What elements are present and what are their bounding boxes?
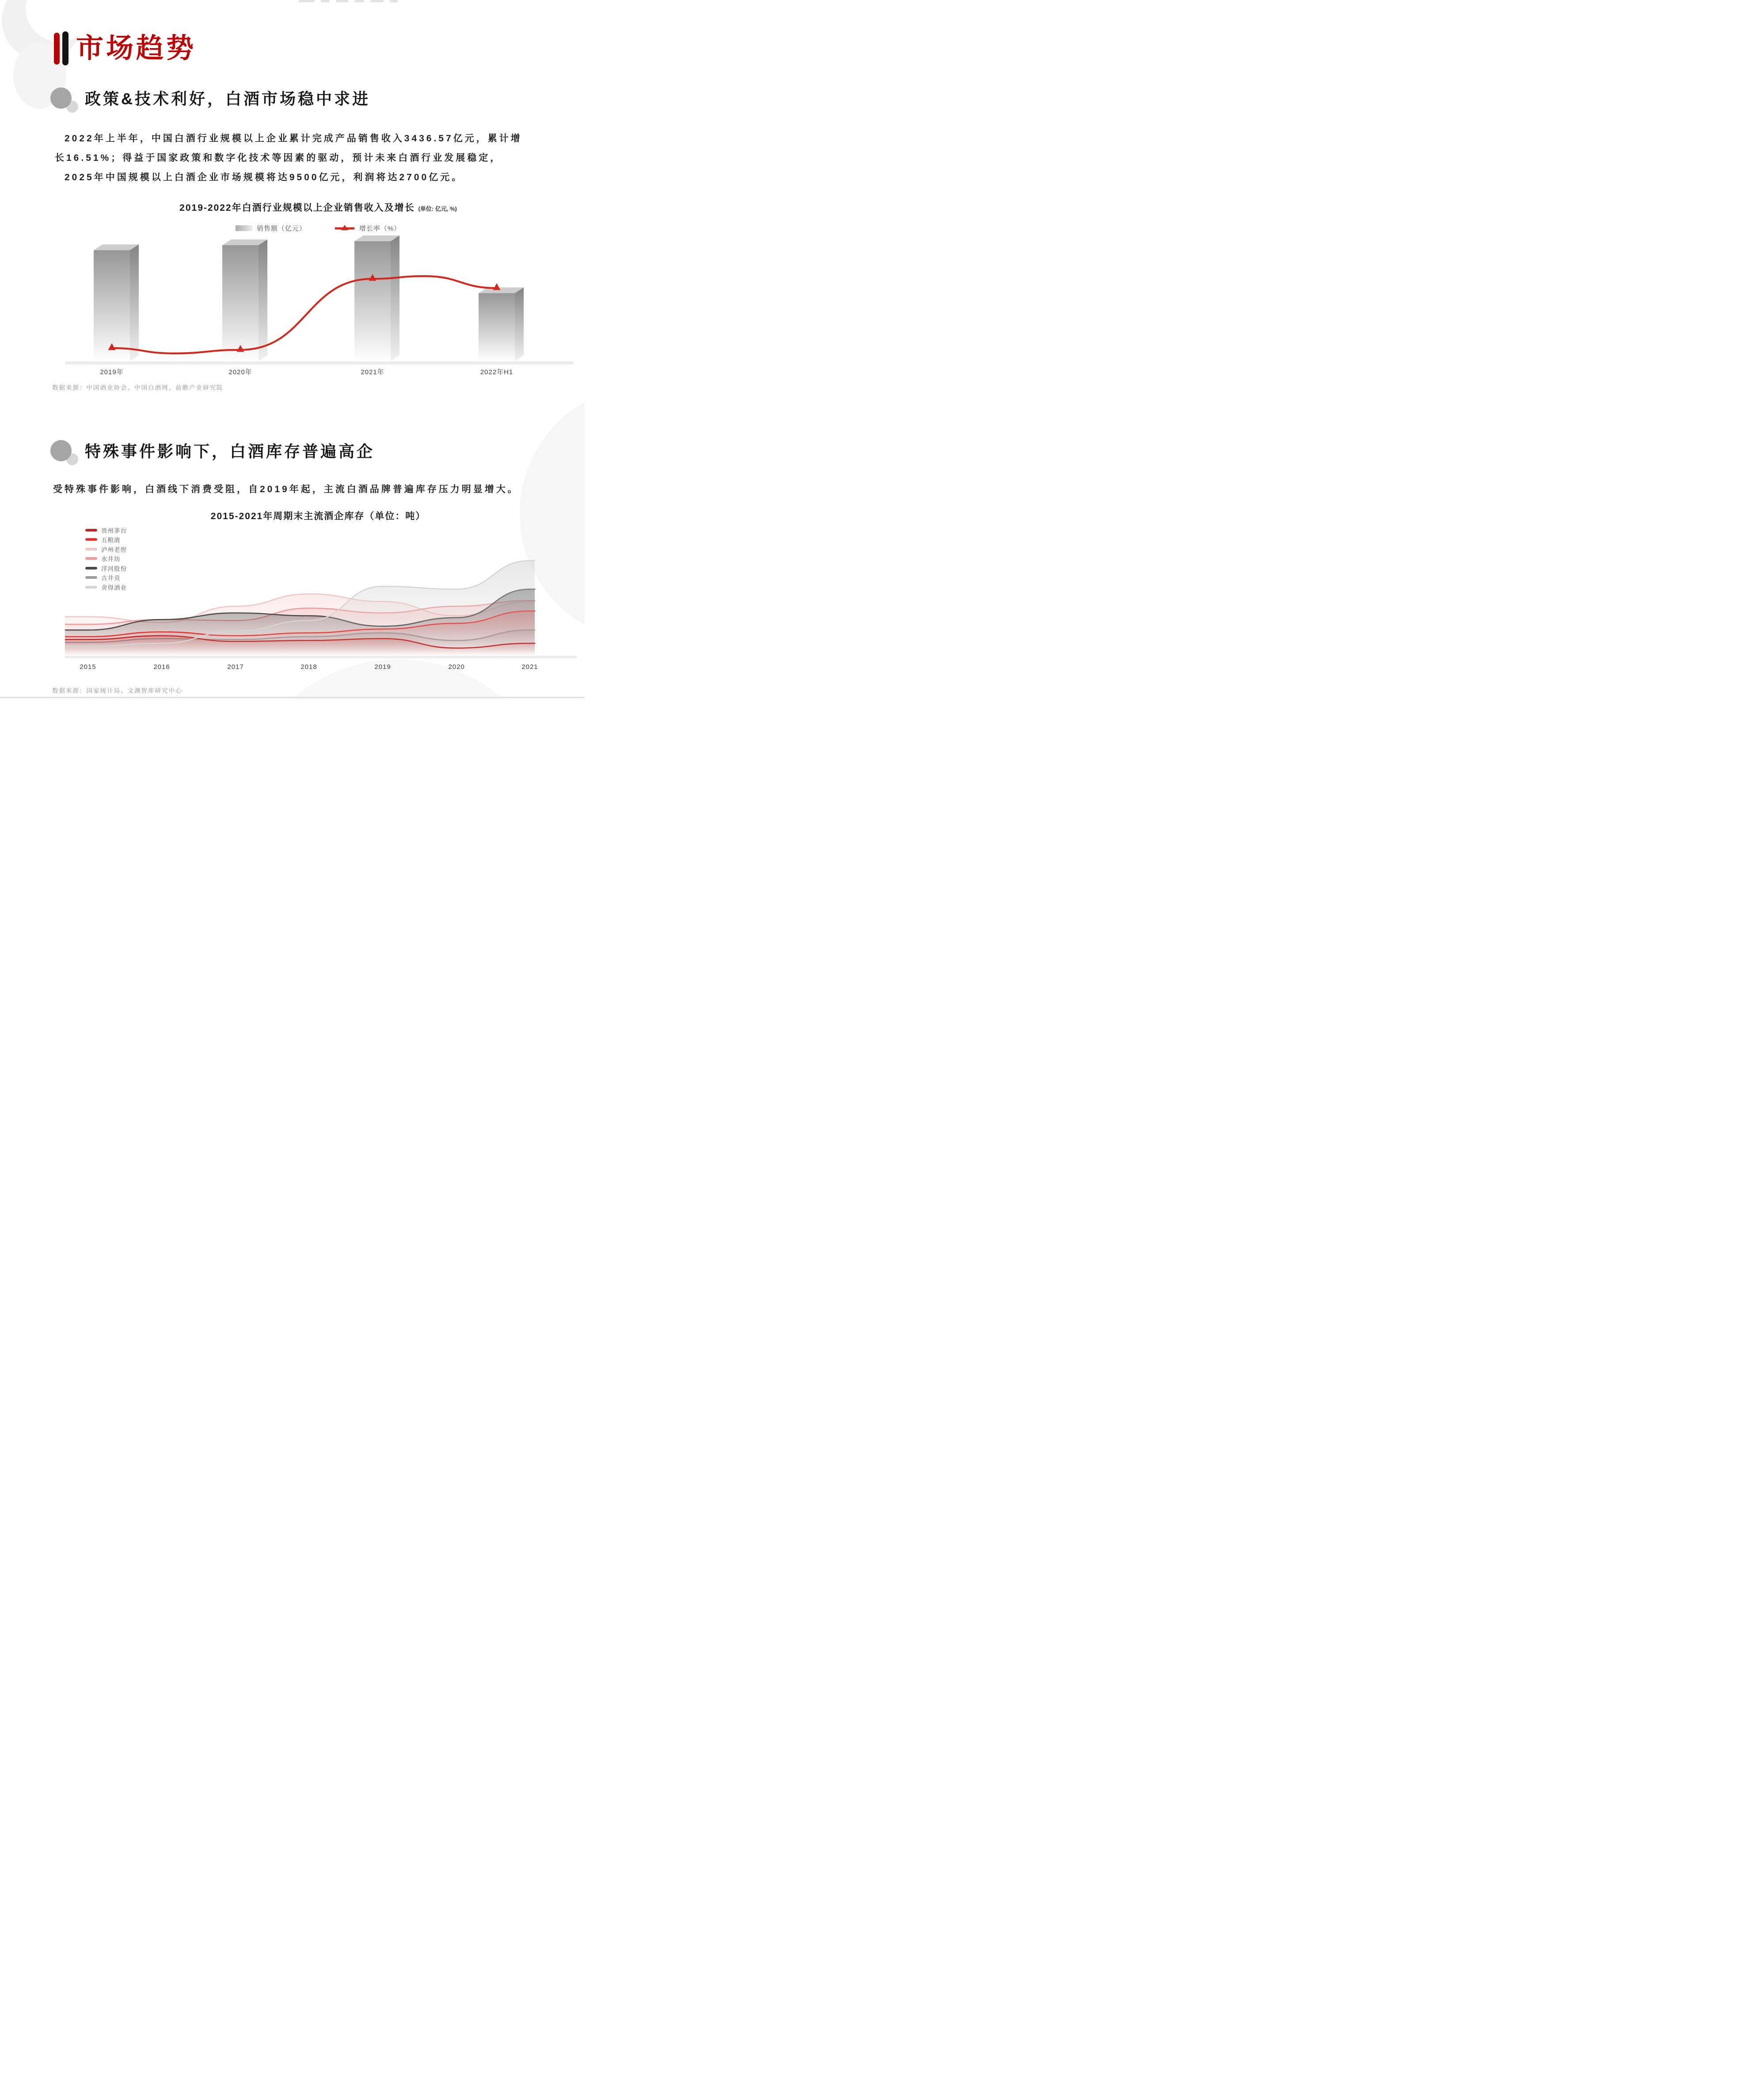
series-swatch-icon <box>85 586 97 589</box>
x-axis-label: 2020 <box>448 663 465 671</box>
black-accent-bar-icon <box>62 31 68 65</box>
paragraph-line: 长16.51%；得益于国家政策和数字化技术等因素的驱动，预计未来白酒行业发展稳定， <box>55 153 502 163</box>
paragraph-line: 受特殊事件影响，白酒线下消费受阻，自2019年起，主流白酒品牌普遍库存压力明显增大。 <box>53 484 519 494</box>
legend-label: 销售额（亿元） <box>256 225 306 232</box>
chart1-title: 2019-2022年白酒行业规模以上企业销售收入及增长 (单位: 亿元, %) <box>179 203 457 213</box>
chart2-source: 数据来源：国家统计局、文渊智库研究中心 <box>52 687 183 694</box>
legend-item: 贵州茅台 <box>85 525 127 535</box>
x-axis <box>65 361 574 365</box>
report-page <box>0 0 585 700</box>
bar-2020年 <box>222 239 267 361</box>
section-bullet-icon <box>50 440 72 461</box>
paragraph-line: 2025年中国规模以上白酒企业市场规模将达9500亿元，利润将达2700亿元。 <box>65 172 464 182</box>
chart2-legend <box>85 525 127 592</box>
x-axis-label: 2018 <box>301 663 317 671</box>
inventory-area-chart <box>65 523 578 673</box>
chart1-source: 数据来源：中国酒业协会、中国白酒网、前瞻产业研究院 <box>52 384 224 391</box>
series-swatch-icon <box>85 557 97 560</box>
legend-item: 洋河股份 <box>85 563 127 573</box>
legend-item: 五粮液 <box>85 535 127 545</box>
paragraph-line: 2022年上半年，中国白酒行业规模以上企业累计完成产品销售收入3436.57亿元，累计增 <box>65 133 522 144</box>
growth-line <box>112 276 497 353</box>
x-axis-label: 2021年 <box>361 368 384 376</box>
sales-bar-swatch-icon <box>236 225 252 231</box>
legend-item: 古井贡 <box>85 573 127 583</box>
inventory-chart-block <box>65 523 578 680</box>
red-accent-bar-icon <box>54 33 60 65</box>
x-axis-label: 2019年 <box>100 368 124 376</box>
x-axis <box>65 656 577 658</box>
series-swatch-icon <box>85 567 97 570</box>
page-title: 市场趋势 <box>76 33 197 64</box>
series-swatch-icon <box>85 529 97 532</box>
legend-label: 增长率（%） <box>359 225 401 232</box>
bar-2022年H1 <box>479 287 524 361</box>
section-bullet-icon <box>50 87 72 109</box>
x-axis-label: 2015 <box>80 663 96 671</box>
x-axis-label: 2017 <box>227 663 244 671</box>
page-bottom-divider <box>0 697 585 698</box>
series-swatch-icon <box>85 538 97 541</box>
section-2-paragraph <box>53 480 519 499</box>
legend-item: 水井坊 <box>85 554 127 564</box>
sales-growth-chart <box>62 232 575 378</box>
bar-2019年 <box>94 244 139 361</box>
legend-item: 泸州老窖 <box>85 544 127 554</box>
x-axis-label: 2021 <box>521 663 538 671</box>
cut-off-text-sliver <box>299 0 398 2</box>
section-1-paragraph <box>55 129 522 187</box>
x-axis-label: 2019 <box>374 663 391 671</box>
x-axis-label: 2022年H1 <box>480 368 514 376</box>
series-swatch-icon <box>85 576 97 579</box>
x-axis-label: 2016 <box>153 663 170 671</box>
chart2-title: 2015-2021年周期末主流酒企库存（单位：吨） <box>210 511 426 521</box>
growth-marker-icon <box>493 283 501 290</box>
section-2-heading: 特殊事件影响下，白酒库存普遍高企 <box>85 442 375 460</box>
legend-item: 舍得酒业 <box>85 582 127 592</box>
series-swatch-icon <box>85 548 97 551</box>
section-1-heading: 政策&技术利好，白酒市场稳中求进 <box>85 90 370 108</box>
x-axis-label: 2020年 <box>228 368 252 376</box>
growth-line-swatch-icon <box>335 224 355 232</box>
bar-2021年 <box>354 235 400 361</box>
